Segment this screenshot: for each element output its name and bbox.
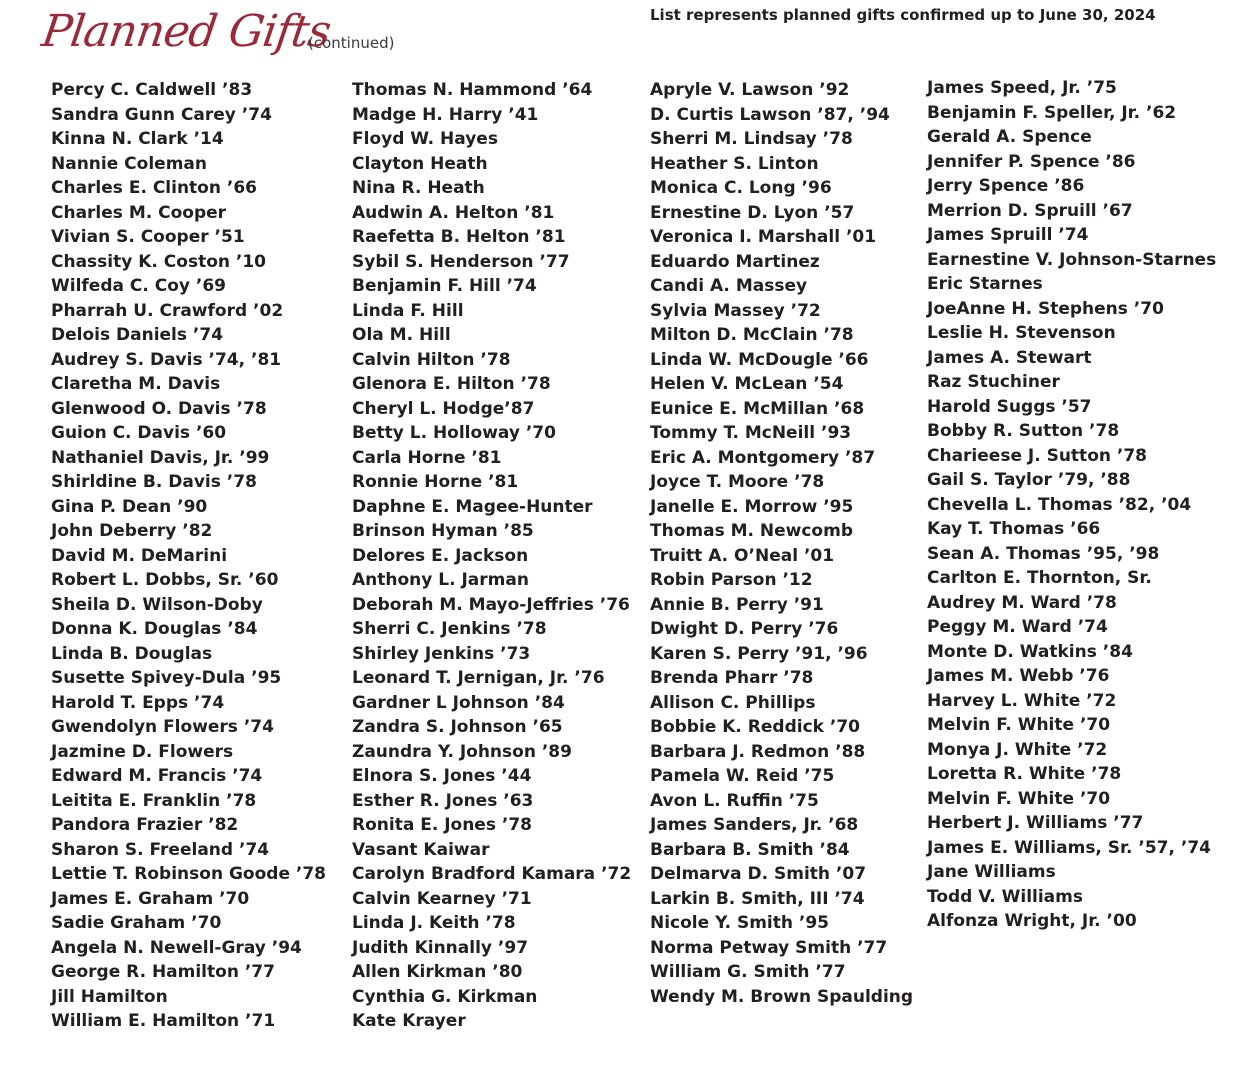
donor-name: Benjamin F. Hill ’74 [352, 276, 537, 296]
donor-name: Gerald A. Spence [927, 127, 1092, 147]
donor-name: Sandra Gunn Carey ’74 [51, 104, 272, 125]
donor-name: Calvin Hilton ’78 [352, 349, 511, 370]
donor-name: Annie B. Perry ’91 [650, 594, 824, 615]
donor-name: Charles E. Clinton ’66 [51, 178, 257, 198]
donor-name: Merrion D. Spruill ’67 [927, 200, 1133, 221]
donor-name: Veronica I. Marshall ’01 [650, 227, 877, 247]
donor-name: Glenwood O. Davis ’78 [51, 398, 267, 419]
donor-name: Susette Spivey-Dula ’95 [51, 668, 282, 688]
donor-name: Melvin F. White ’70 [927, 788, 1111, 809]
donor-name: Candi A. Massey [650, 276, 808, 296]
donor-name: Chassity K. Coston ’10 [51, 251, 267, 272]
donor-name: Cynthia G. Kirkman [352, 986, 538, 1007]
donor-name: Delores E. Jackson [352, 545, 529, 566]
donor-name: Helen V. McLean ’54 [650, 374, 844, 394]
donor-name: Daphne E. Magee-Hunter [352, 496, 593, 517]
donor-name: Pandora Frazier ’82 [51, 815, 239, 835]
donor-name: Kate Krayer [352, 1011, 466, 1031]
donor-name: Sylvia Massey ’72 [650, 300, 821, 321]
donor-name: Delois Daniels ’74 [51, 325, 224, 345]
donor-name: Nicole Y. Smith ’95 [650, 913, 830, 933]
donor-name: Karen S. Perry ’91, ’96 [650, 643, 868, 664]
donor-name: Donna K. Douglas ’84 [51, 619, 258, 639]
donor-name: James Spruill ’74 [927, 225, 1089, 245]
donor-name: Claretha M. Davis [51, 374, 221, 394]
donor-name: Raefetta B. Helton ’81 [352, 227, 566, 247]
donor-name: Sean A. Thomas ’95, ’98 [927, 543, 1160, 564]
donor-name: Kinna N. Clark ’14 [51, 129, 224, 149]
donor-name: Joyce T. Moore ’78 [650, 472, 825, 492]
donor-name: Tommy T. McNeill ’93 [650, 423, 852, 443]
donor-name: Glenora E. Hilton ’78 [352, 374, 551, 394]
donor-name: Wilfeda C. Coy ’69 [51, 276, 227, 296]
donor-name: Leitita E. Franklin ’78 [51, 790, 257, 811]
donor-name: Herbert J. Williams ’77 [927, 813, 1144, 833]
donor-name: Anthony L. Jarman [352, 570, 529, 590]
donor-name: Peggy M. Ward ’74 [927, 617, 1108, 637]
donor-name: Gail S. Taylor ’79, ’88 [927, 470, 1131, 490]
donor-name: D. Curtis Lawson ’87, ’94 [650, 104, 890, 125]
donor-name: Leonard T. Jernigan, Jr. ’76 [352, 668, 605, 688]
donor-name: Ronita E. Jones ’78 [352, 815, 532, 835]
donor-name: Elnora S. Jones ’44 [352, 766, 532, 786]
donor-name: Gwendolyn Flowers ’74 [51, 717, 274, 737]
donor-name: Delmarva D. Smith ’07 [650, 864, 867, 884]
donor-name: Gardner L Johnson ’84 [352, 692, 565, 713]
donor-name: Sybil S. Henderson ’77 [352, 251, 570, 272]
donor-name: Linda B. Douglas [51, 643, 213, 664]
donor-name: Melvin F. White ’70 [927, 715, 1111, 735]
donor-name: Audwin A. Helton ’81 [352, 202, 555, 223]
donor-name: Benjamin F. Speller, Jr. ’62 [927, 102, 1177, 123]
list-note: List represents planned gifts confirmed up to June 30, 2024 [650, 6, 1156, 24]
donor-name: Vivian S. Cooper ’51 [51, 227, 245, 247]
donor-name: Betty L. Holloway ’70 [352, 423, 556, 443]
donor-name: Sherri C. Jenkins ’78 [352, 619, 547, 639]
donor-name: Ernestine D. Lyon ’57 [650, 202, 855, 223]
donor-name: Linda F. Hill [352, 300, 464, 321]
donor-name: Shirldine B. Davis ’78 [51, 472, 257, 492]
donor-name: Brinson Hyman ’85 [352, 521, 534, 541]
donor-name: Eric Starnes [927, 274, 1043, 294]
donor-name: Calvin Kearney ’71 [352, 888, 532, 909]
donor-name: Judith Kinnally ’97 [352, 937, 529, 958]
donor-name: William G. Smith ’77 [650, 962, 846, 982]
donor-name: Jennifer P. Spence ’86 [927, 151, 1136, 172]
donor-name: Truitt A. O’Neal ’01 [650, 545, 835, 566]
donor-name: Nannie Coleman [51, 153, 207, 174]
donor-name: Heather S. Linton [650, 153, 819, 174]
donor-name: Monte D. Watkins ’84 [927, 641, 1133, 662]
donor-name: James A. Stewart [927, 347, 1092, 368]
donor-name: Carla Horne ’81 [352, 447, 502, 468]
donor-name: Shirley Jenkins ’73 [352, 643, 531, 664]
donor-name: Larkin B. Smith, III ’74 [650, 888, 865, 909]
donor-name: Carolyn Bradford Kamara ’72 [352, 864, 632, 884]
donor-name: Madge H. Harry ’41 [352, 104, 539, 125]
donor-name: Apryle V. Lawson ’92 [650, 80, 850, 100]
donor-name: David M. DeMarini [51, 545, 228, 566]
donor-name: Pamela W. Reid ’75 [650, 766, 835, 786]
donor-name: Linda W. McDougle ’66 [650, 349, 869, 370]
donor-name: James E. Graham ’70 [51, 888, 250, 909]
donor-name: Bobby R. Sutton ’78 [927, 421, 1120, 441]
donor-name: Pharrah U. Crawford ’02 [51, 300, 284, 321]
donor-name: Sherri M. Lindsay ’78 [650, 129, 853, 149]
donor-name: Eunice E. McMillan ’68 [650, 398, 865, 419]
donor-column-4 [927, 76, 1216, 934]
donor-name: Jerry Spence ’86 [927, 176, 1085, 196]
donor-name: Barbara B. Smith ’84 [650, 839, 850, 860]
donor-column-3 [650, 78, 913, 1009]
donor-name: Charles M. Cooper [51, 202, 227, 223]
donor-name: Harvey L. White ’72 [927, 690, 1117, 711]
donor-name: Sharon S. Freeland ’74 [51, 839, 270, 860]
donor-name: Gina P. Dean ’90 [51, 496, 208, 517]
donor-name: Milton D. McClain ’78 [650, 325, 854, 345]
donor-name: Percy C. Caldwell ’83 [51, 80, 253, 100]
page-subtitle: (continued) [308, 34, 395, 52]
donor-name: Audrey M. Ward ’78 [927, 592, 1117, 613]
donor-name: Ronnie Horne ’81 [352, 472, 519, 492]
donor-name: Loretta R. White ’78 [927, 764, 1122, 784]
donor-name: Raz Stuchiner [927, 372, 1060, 392]
donor-name: Harold T. Epps ’74 [51, 692, 225, 713]
donor-name: Chevella L. Thomas ’82, ’04 [927, 494, 1192, 515]
donor-name: Nathaniel Davis, Jr. ’99 [51, 447, 270, 468]
donor-name: William E. Hamilton ’71 [51, 1011, 276, 1031]
page-title: Planned Gifts [38, 6, 334, 57]
donor-name: James Sanders, Jr. ’68 [650, 815, 859, 835]
donor-name: Todd V. Williams [927, 886, 1083, 907]
donor-name: Sheila D. Wilson-Doby [51, 594, 263, 615]
donor-name: Thomas M. Newcomb [650, 521, 853, 541]
donor-name: Dwight D. Perry ’76 [650, 619, 839, 639]
donor-name: Monya J. White ’72 [927, 739, 1108, 760]
donor-name: Allen Kirkman ’80 [352, 962, 523, 982]
donor-name: Linda J. Keith ’78 [352, 913, 516, 933]
donor-name: Norma Petway Smith ’77 [650, 937, 888, 958]
donor-name: Avon L. Ruffin ’75 [650, 790, 819, 811]
donor-name: Barbara J. Redmon ’88 [650, 741, 866, 762]
donor-name: Sadie Graham ’70 [51, 913, 222, 933]
donor-name: Monica C. Long ’96 [650, 178, 832, 198]
donor-name: James E. Williams, Sr. ’57, ’74 [927, 837, 1211, 858]
donor-name: Leslie H. Stevenson [927, 323, 1116, 343]
donor-name: Brenda Pharr ’78 [650, 668, 814, 688]
donor-name: Charieese J. Sutton ’78 [927, 445, 1148, 466]
donor-name: Thomas N. Hammond ’64 [352, 80, 593, 100]
donor-name: Guion C. Davis ’60 [51, 423, 227, 443]
donor-name: JoeAnne H. Stephens ’70 [927, 298, 1164, 319]
donor-name: Jill Hamilton [51, 986, 168, 1007]
donor-name: Ola M. Hill [352, 325, 451, 345]
donor-name: Eduardo Martinez [650, 251, 820, 272]
donor-name: James Speed, Jr. ’75 [927, 78, 1117, 98]
donor-name: Angela N. Newell-Gray ’94 [51, 937, 302, 958]
donor-name: Eric A. Montgomery ’87 [650, 447, 876, 468]
donor-name: Bobbie K. Reddick ’70 [650, 717, 861, 737]
donor-name: Kay T. Thomas ’66 [927, 519, 1101, 539]
donor-name: Zandra S. Johnson ’65 [352, 717, 563, 737]
donor-name: Cheryl L. Hodge’87 [352, 398, 535, 419]
donor-name: Vasant Kaiwar [352, 839, 490, 860]
donor-column-1 [51, 78, 326, 1034]
donor-name: Earnestine V. Johnson-Starnes [927, 249, 1217, 270]
donor-name: Clayton Heath [352, 153, 488, 174]
donor-name: Wendy M. Brown Spaulding [650, 986, 914, 1007]
donor-name: Nina R. Heath [352, 178, 485, 198]
donor-name: Harold Suggs ’57 [927, 396, 1092, 417]
donor-name: George R. Hamilton ’77 [51, 962, 275, 982]
donor-name: Deborah M. Mayo-Jeffries ’76 [352, 594, 630, 615]
donor-name: Jazmine D. Flowers [51, 741, 234, 762]
donor-name: Alfonza Wright, Jr. ’00 [927, 911, 1137, 931]
donor-name: Robert L. Dobbs, Sr. ’60 [51, 570, 279, 590]
donor-name: Edward M. Francis ’74 [51, 766, 263, 786]
donor-name: Jane Williams [927, 862, 1056, 882]
donor-column-2 [352, 78, 631, 1034]
donor-name: Floyd W. Hayes [352, 129, 498, 149]
donor-name: Janelle E. Morrow ’95 [650, 496, 854, 517]
donor-name: Allison C. Phillips [650, 692, 816, 713]
donor-name: Lettie T. Robinson Goode ’78 [51, 864, 327, 884]
donor-name: James M. Webb ’76 [927, 666, 1110, 686]
donor-name: John Deberry ’82 [51, 521, 213, 541]
donor-name: Esther R. Jones ’63 [352, 790, 534, 811]
donor-name: Audrey S. Davis ’74, ’81 [51, 349, 282, 370]
donor-name: Carlton E. Thornton, Sr. [927, 568, 1152, 588]
donor-name: Zaundra Y. Johnson ’89 [352, 741, 572, 762]
donor-name: Robin Parson ’12 [650, 570, 813, 590]
